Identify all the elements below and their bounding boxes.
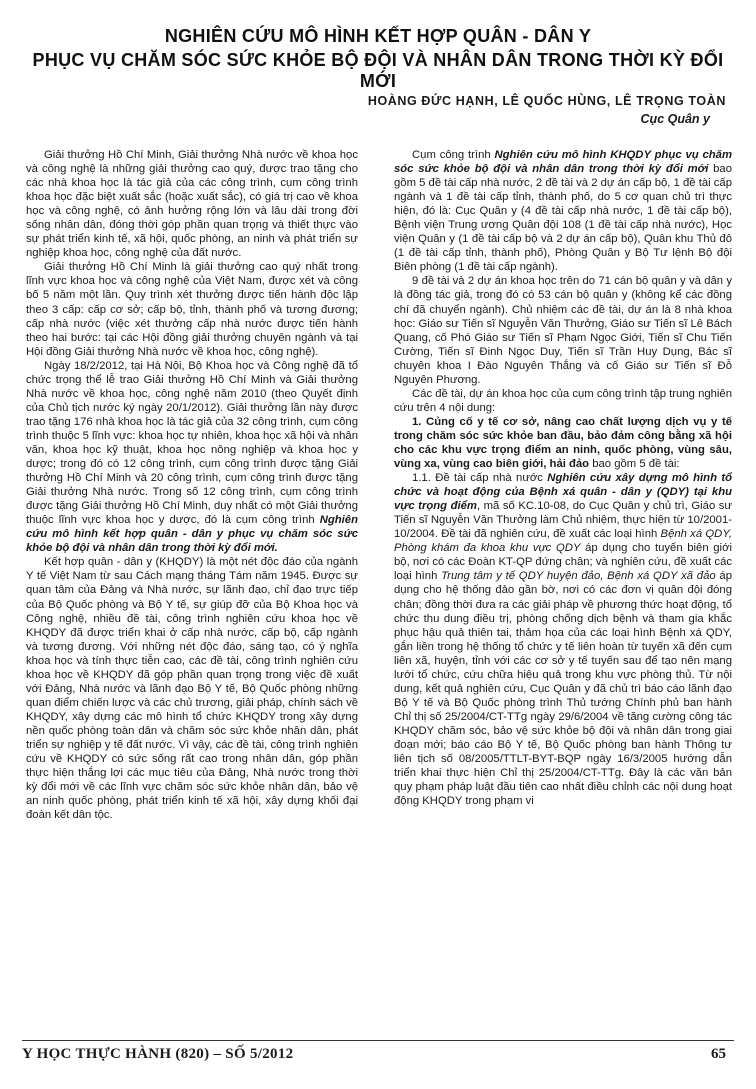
footer-divider [22,1040,734,1041]
paragraph [26,359,358,556]
article-title-line2: PHỤC VỤ CHĂM SÓC SỨC KHỎE BỘ ĐỘI VÀ NHÂN DÂN TRONG THỜI KỲ ĐỔI MỚI [32,50,724,91]
paragraph: Giải thưởng Hồ Chí Minh là giải thưởng cao quý nhất trong lĩnh vực khoa học và công nghệ của Việt Nam, được xét và công bố 5 năm một lần. Quy trình xét thưởng được tiến hành độc lập theo 3 cấp: cấp cơ sở; cấp bộ, tỉnh, thành phố và tương đương; cấp nhà nước (việc xét thưởng cấp nhà nước được tiến hành theo hai bước: tại các Hội đồng giải thưởng chuyên ngành và tại Hội đồng Giải thưởng Nhà nước về khoa học, công nghệ). [26,261,358,358]
paragraph-text: áp dụng cho tuyến biên giới bộ, nơi có các Đoàn KT-QP đứng chân; và nghiên cứu, đề xuất các loại hình [394,542,732,583]
paragraph: 9 đề tài và 2 dự án khoa học trên do 71 cán bộ quân y và dân y là đồng tác giả, trong đó có 53 cán bộ quân y (không kể các đồng chí đã chuyển ngành). Chủ nhiệm các đề tài, dự án là 8 nhà khoa học: Giáo sư Tiến sĩ Nguyễn Văn Thưởng, Giáo sư Tiến sĩ Lê Bách Quang, cố Phó Giáo sư Tiến sĩ Phạm Ngọc Giới, Tiến sĩ Chu Tiến Cường, Tiến sĩ Đinh Ngọc Duy, Tiến sĩ Trần Huy Dụng, Bác sĩ chuyên khoa I Đào Nguyên Thắng và cố Giáo sư Tiến sĩ Đỗ Nguyên Phương. [394,275,732,386]
italic-term: Trung tâm y tế QDY huyện đảo, Bệnh xá QDY xã đảo [441,570,716,583]
author-list: HOÀNG ĐỨC HẠNH, LÊ QUỐC HÙNG, LÊ TRỌNG TOÀN [367,94,726,108]
journal-footer: Y HỌC THỰC HÀNH (820) – SỐ 5/2012 [22,1046,294,1062]
paragraph-text: 1.1. Đề tài cấp nhà nước [412,472,548,485]
left-column [26,148,358,822]
paragraph [394,148,732,274]
paragraph: Kết hợp quân - dân y (KHQDY) là một nét độc đáo của ngành Y tế Việt Nam từ sau Cách mạng tháng Tám năm 1945. Được sự quan tâm của Đảng và Nhà nước, sự lãnh đạo, chỉ đạo trực tiếp của Bộ Quốc phòng và Bộ Y tế, sự giúp đỡ của Bộ Khoa học và Công nghệ, nhiều đề tài, công trình nghiên cứu khoa học về KHQDY đã được triển khai ở cấp nhà nước, cấp bộ, cấp ngành và tương đương. Với những nét độc đáo, sáng tạo, có ý nghĩa khoa học và tính thực tiễn cao, các đề tài, công trình nghiên cứu khoa học về KHQDY đã góp phần quan trọng trong việc đề xuất với Đảng, Nhà nước và lãnh đạo Bộ Y tế, Bộ Quốc phòng những quan điểm chiến lược và các chủ trương, giải pháp, chính sách về KHQDY, xây dựng các mô hình tổ chức KHQDY trong xây dựng nền quốc phòng toàn dân và chăm sóc sức khỏe nhân dân, phát triển sự nghiệp y tế đất nước. Vì vậy, các đề tài, công trình nghiên cứu về KHQDY có sức sống rất cao trong nhân dân, góp phần thực hiện thắng lợi các mục tiêu của Đảng, Nhà nước trong thời kỳ đổi mới về các lĩnh vực chăm sóc sức khỏe nhân dân, bảo vệ an ninh quốc phòng, phát triển kinh tế xã hội, xây dựng khối đại đoàn kết dân tộc. [26,556,359,822]
paragraph: Giải thưởng Hồ Chí Minh, Giải thưởng Nhà nước về khoa học và công nghệ là những giải thưởng cao quý, được trao tặng cho các nhà khoa học là tác giả của các công trình, cụm công trình khoa học đặc biệt xuất sắc (hoặc xuất sắc), có giá trị cao về khoa học và công nghệ, có ảnh hưởng rộng lớn và lâu dài trong đời sống nhân dân, đóng thời góp phần quan trọng và thiết thực vào sự phát triển kinh tế, xã hội, quốc phòng, an ninh và phát triển sự nghiệp khoa học, công nghệ của đất nước. [26,149,358,260]
paragraph [394,471,732,808]
paragraph: Các đề tài, dự án khoa học của cụm công trình tập trung nghiên cứu trên 4 nội dung: [394,387,732,414]
section-heading-text: 1. Củng cố y tế cơ sở, nâng cao chất lượng dịch vụ y tế trong chăm sóc sức khỏe ban đầu, bảo đảm công bằng xã hội cho các khu vực trọng điểm an ninh, quốc phòng, vùng sâu, vùng xa, vùng cao biên giới, hải đảo [394,415,732,471]
paragraph-text: Ngày 18/2/2012, tại Hà Nội, Bộ Khoa học và Công nghệ đã tổ chức trọng thể lễ trao Giải thưởng Hồ Chí Minh và Giải thưởng Nhà nước về khoa học, công nghệ năm 2010 (theo Quyết định của Chủ tịch nước ký ngày 20/1/2012). Giải thưởng lần này được trao tặng 176 nhà khoa học là tác giả của 32 công trình, cụm công trình thuộc 5 lĩnh vực: khoa học tự nhiên, khoa học xã hội và nhân văn, khoa học kỹ thuật, khoa học nông nghiệp và khoa học y dược; trong đó có 12 công trình, cụm công trình được tặng Giải thưởng Hồ Chí Minh và 20 công trình, cụm công trình được tặng Giải thưởng Nhà nước. Trong số 12 công trình, cụm công trình được tặng Giải thưởng Hồ Chí Minh, duy nhất có một Giải thưởng thuộc lĩnh vực khoa học y dược, đó là cụm công trình [26,359,358,527]
project-title-emphasis: Nghiên cứu xây dựng mô hình tổ chức và hoạt động của Bệnh xá quân - dân y (QDY) tại khu vực trọng điểm [394,472,732,513]
project-title-emphasis: Nghiên cứu mô hình KHQDY phục vụ chăm sóc sức khỏe bộ đội và nhân dân trong thời kỳ đổi mới [394,149,733,176]
paragraph-text: , mã số KC.10-08, do Cục Quân y chủ trì, Giáo sư Tiến sĩ Nguyễn Văn Thưởng làm Chủ nhiệm, thực hiện từ 10/2001-10/2004. Đề tài đã nghiên cứu, đề xuất các loại hình [394,500,732,541]
right-column [394,148,732,808]
paragraph-text: Cụm công trình [412,149,495,161]
author-affiliation: Cục Quân y [640,112,710,126]
article-title-line1: NGHIÊN CỨU MÔ HÌNH KẾT HỢP QUÂN - DÂN Y [164,26,592,46]
project-title-emphasis: Nghiên cứu mô hình kết hợp quân - dân y phục vụ chăm sóc sức khỏe bộ đội và nhân dân trong thời kỳ đổi mới. [26,514,358,555]
section-heading [394,415,732,471]
italic-term: Bệnh xá QDY, Phòng khám đa khoa khu vực QDY [394,528,732,555]
paragraph-text: bao gồm 5 đề tài: [589,458,680,471]
paragraph-text: bao gồm 5 đề tài cấp nhà nước, 2 đề tài và 2 dự án cấp bộ, 1 đề tài cấp ngành và 1 đề tài cấp tỉnh, thành phố, do 5 cơ quan chủ trì thực hiện, đó là: Cục Quân y (4 đề tài cấp nhà nước, 1 đề tài cấp bộ), Bệnh viện Trung ương Quân đội 108 (1 đề tài cấp nhà nước), Học viện Quân y (1 đề tài cấp bộ và 2 dự án cấp bộ), Quân khu Thủ đô (1 đề tài cấp tỉnh, thành phố), Phòng Quân y Bộ Tư lệnh Bộ đội Biên phòng (1 đề tài cấp ngành). [394,163,732,274]
page-number: 65 [711,1046,726,1062]
paragraph-text: áp dụng cho hệ thống đảo gần bờ, nơi có các đơn vị quân đội đóng chân; đồng thời đưa ra các giải pháp về phương thức hoạt động, tổ chức thu dung điều trị, phòng chống dịch bệnh và tham gia khắc phục hậu quả thiên tai, thảm họa của các loại hình Bệnh xá QDY, gắn liền trong hệ thống tổ chức y tế liên hoàn từ tuyến xã đến cụm liên xã, huyện, tỉnh với các cơ sở y tế tuyến sau để tạo nên mạng lưới tổ chức, cứu chữa hiệu quả trong khu vực phòng thủ. Từ nội dung, kết quả nghiên cứu, Cục Quân y đã chủ trì báo cáo lãnh đạo Bộ Y tế và Bộ Quốc phòng trình Thủ tướng Chính phủ ban hành Chỉ thị số 25/2004/CT-TTg ngày 29/6/2004 về tăng cường công tác KHQDY chăm sóc, bảo vệ sức khỏe bộ đội và nhân dân trong giai đoạn mới; báo cáo Bộ Y tế, Bộ Quốc phòng ban hành Thông tư liên tịch số 08/2005/TTLT-BYT-BQP ngày 16/3/2005 hướng dẫn triển khai thực hiện Chỉ thị 25/2004/CT-TTg. Đây là các văn bản quy phạm pháp luật đầu tiên cao nhất điều chỉnh các nội dung hoạt động KHQDY trong phạm vi [394,570,732,808]
